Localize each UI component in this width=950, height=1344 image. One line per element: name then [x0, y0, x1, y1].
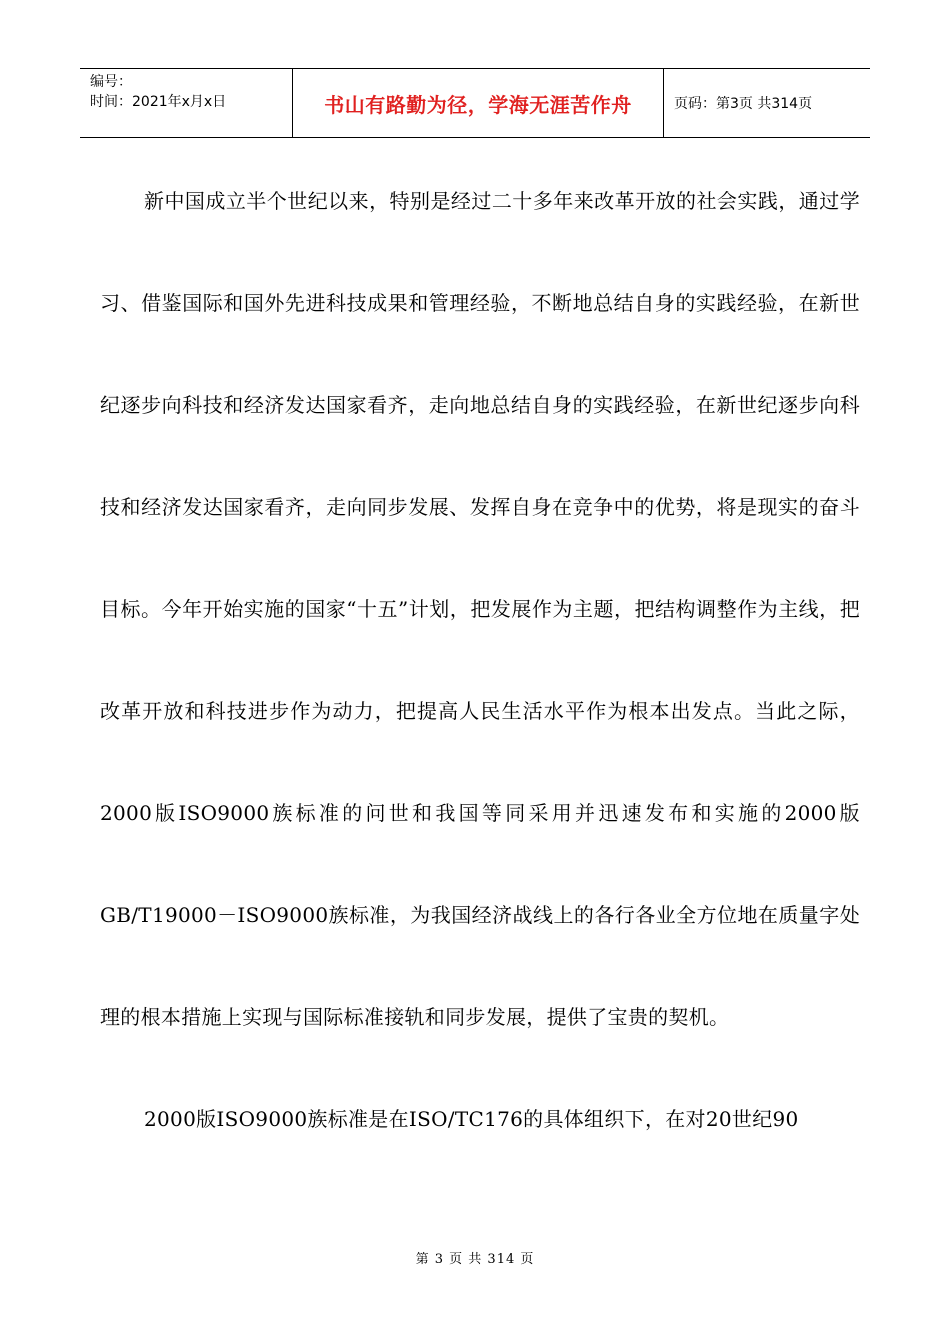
document-number-label: 编号：	[90, 74, 132, 90]
header-motto: 书山有路勤为径，学海无涯苦作舟	[292, 69, 664, 137]
paragraph-2: 2000版ISO9000族标准是在ISO/TC176的具体组织下，在对20世纪90	[144, 1107, 799, 1131]
paragraph-1: 新中国成立半个世纪以来，特别是经过二十多年来改革开放的社会实践，通过学习、借鉴国际和国外先进科技成果和管理经验，不断地总结自身的实践经验，在新世纪逐步向科技和经济发达国家看齐，走向地总结自身的实践经验，在新世纪逐步向科技和经济发达国家看齐，走向同步发展、发挥自身在竞争中的优势，将是现实的奋斗目标。今年开始实施的国家“十五”计划，把发展作为主题，把结构调整作为主线，把改革开放和科技进步作为动力，把提高人民生活水平作为根本出发点。当此之际，2000版ISO9000族标准的问世和我国等同采用并迅速发布和实施的2000版GB/T19000－ISO9000族标准，为我国经济战线上的各行各业全方位地在质量字处理的根本措施上实现与国际标准接轨和同步发展，提供了宝贵的契机。	[100, 189, 860, 1029]
document-body	[100, 150, 860, 1170]
document-time-label: 时间：2021年x月x日	[90, 94, 227, 110]
page-footer: 第 3 页 共 314 页	[415, 1252, 535, 1267]
header-page-info: 页码：第3页 共314页	[674, 96, 813, 112]
header-meta	[80, 69, 292, 137]
page-header	[80, 68, 870, 138]
